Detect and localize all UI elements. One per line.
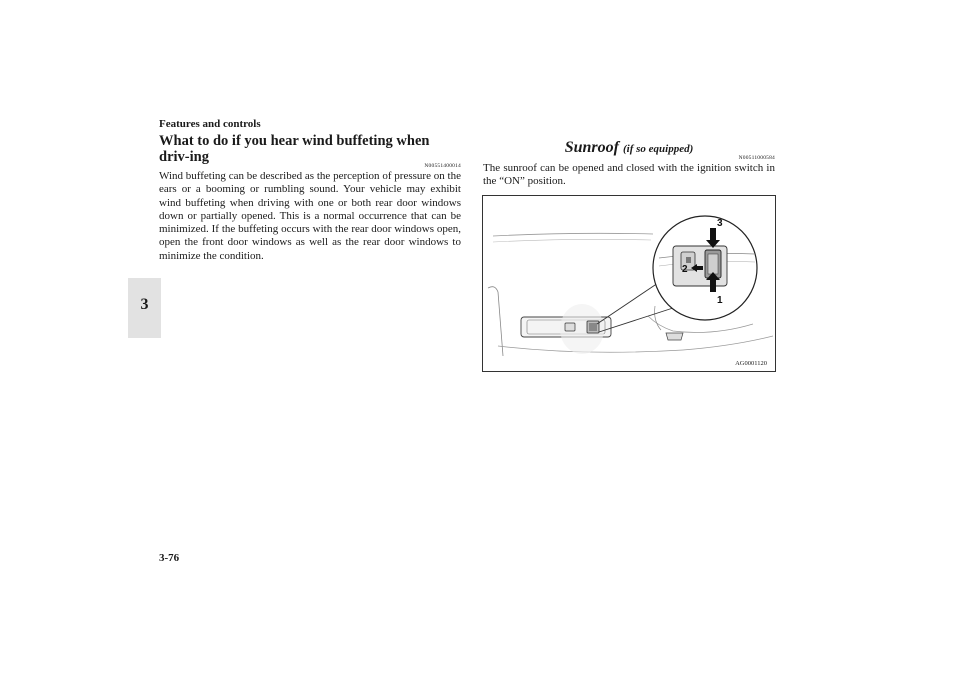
sunroof-body: The sunroof can be opened and closed with the ignition switch in the “ON” position. — [483, 162, 775, 188]
section-header: Features and controls — [159, 118, 261, 130]
sunroof-code: N00511000584 — [738, 155, 775, 161]
wind-buffeting-section — [159, 133, 461, 263]
sunroof-title-text: Sunroof — [564, 139, 619, 156]
wind-buffeting-title: What to do if you hear wind buffeting when driv-ing — [159, 133, 430, 165]
figure-label-2: 2 — [682, 264, 688, 275]
figure-code: AG0001120 — [735, 360, 767, 367]
wind-buffeting-body: Wind buffeting can be described as the perception of pressure on the ears or a booming or rumbling sound. Your vehicle may exhibit wind buffeting when driving with one or both rear door windows down or partially opened. This is a normal occurrence that can be minimized. If the buffeting occurs with the rear door windows open, open the front door windows as well as the rear door windows to minimize the condition. — [159, 170, 461, 262]
figure-label-3: 3 — [717, 218, 723, 229]
chapter-tab — [128, 278, 161, 338]
sunroof-section — [483, 140, 775, 189]
page-number: 3-76 — [159, 552, 180, 564]
wind-buffeting-code: N00551400014 — [424, 163, 461, 169]
sunroof-switch-illustration — [483, 196, 775, 371]
chapter-number: 3 — [140, 296, 149, 313]
sunroof-switch-figure — [482, 195, 776, 372]
sunroof-qualifier: (if so equipped) — [622, 143, 694, 155]
figure-label-1: 1 — [717, 295, 723, 306]
